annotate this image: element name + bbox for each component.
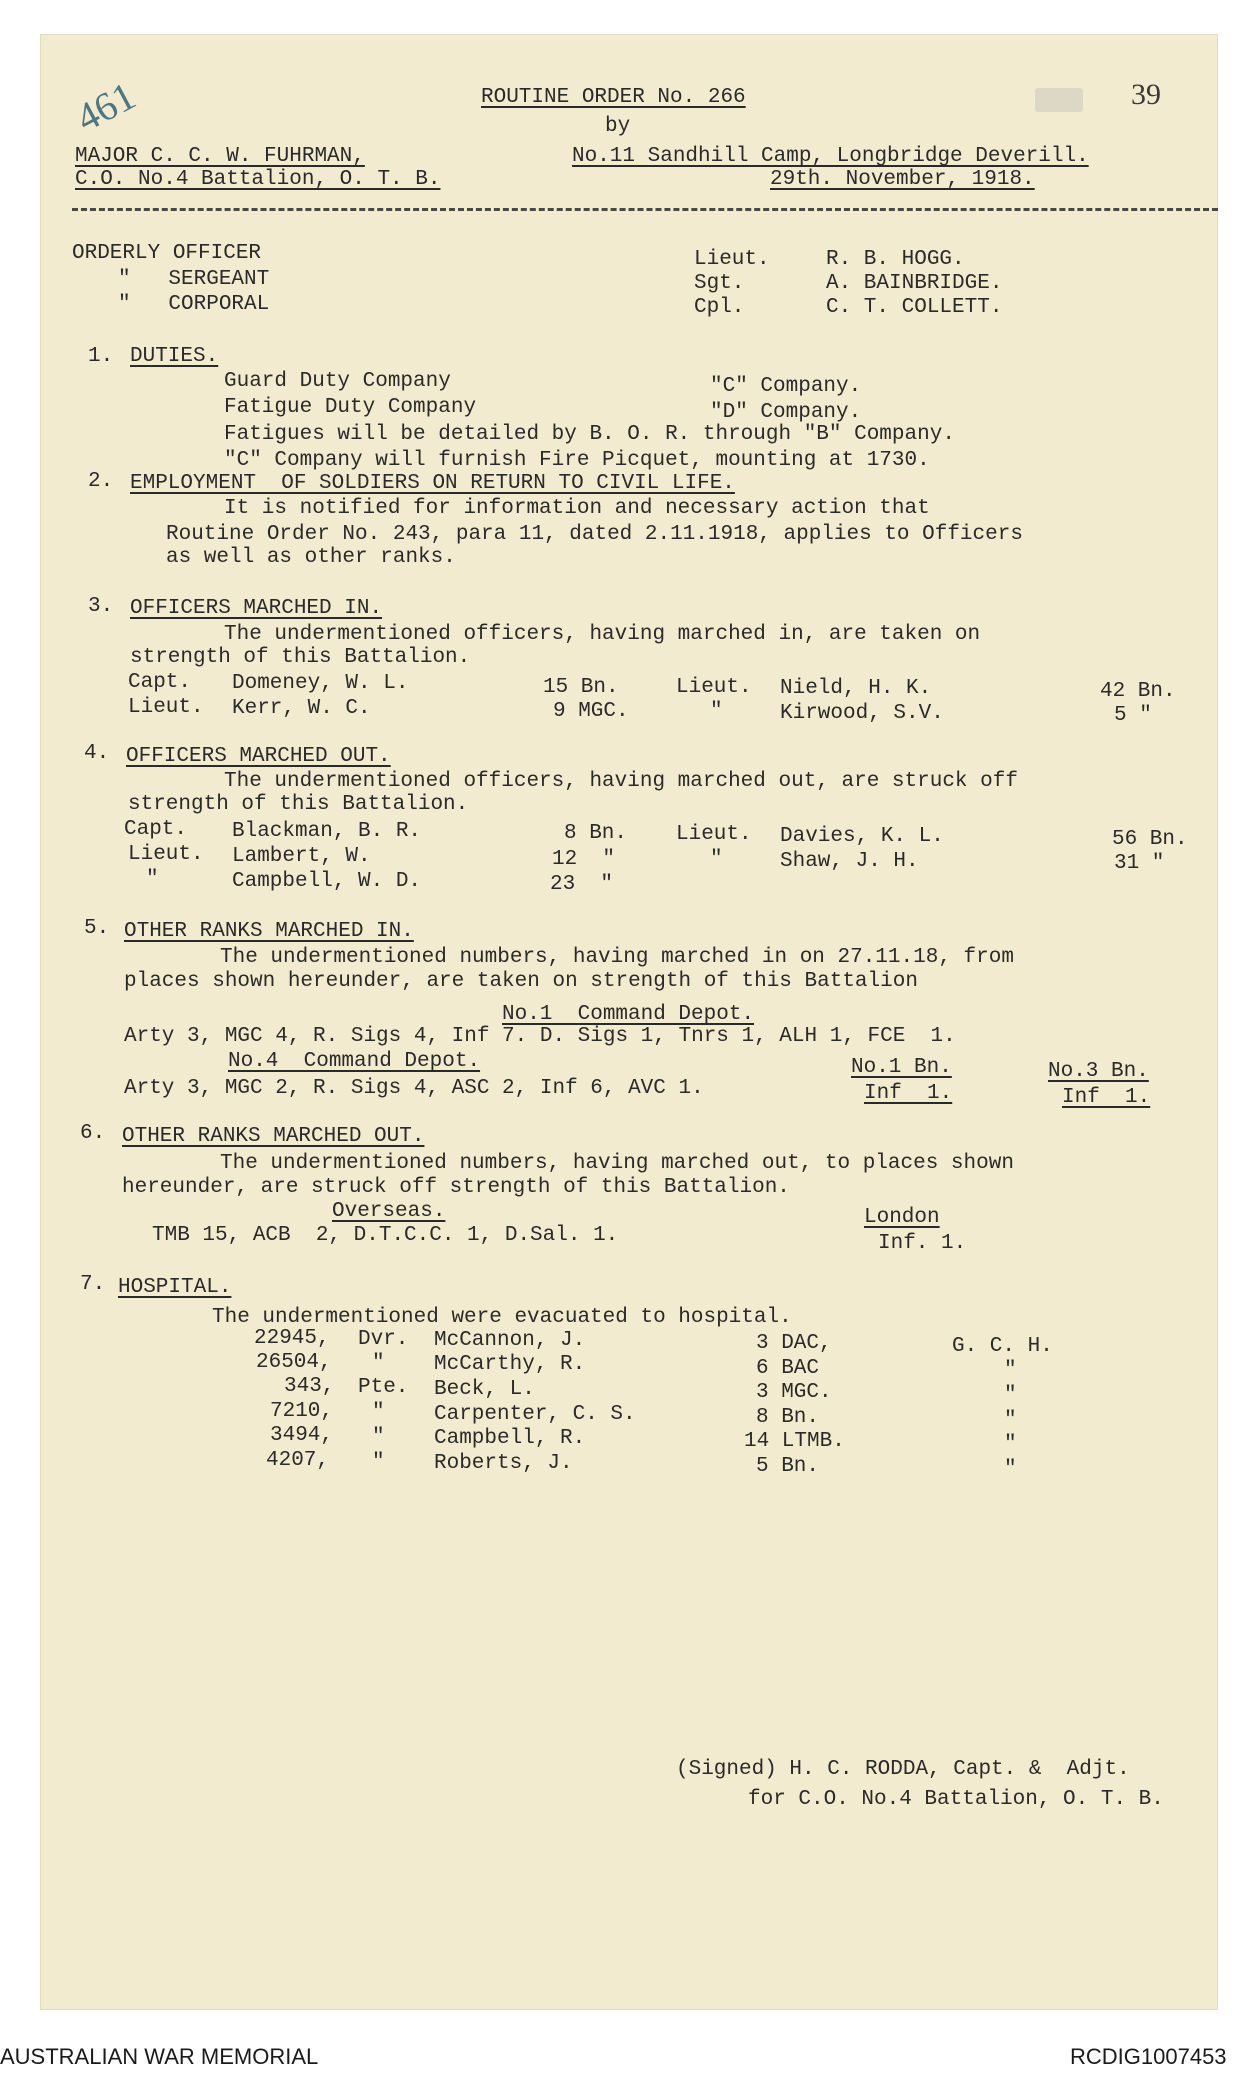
- officer-rank: Lieut.: [128, 843, 204, 866]
- officer-name: Kerr, W. C.: [232, 697, 371, 720]
- order-date: 29th. November, 1918.: [770, 168, 1035, 191]
- soldier-number: 22945,: [254, 1327, 330, 1350]
- section-heading-duties: DUTIES.: [130, 345, 219, 368]
- section-number: 4.: [84, 742, 110, 765]
- fatigue-duty-value: "D" Company.: [710, 401, 862, 424]
- soldier-hospital: ": [1004, 1433, 1017, 1456]
- soldier-unit: 14 LTMB.: [744, 1430, 845, 1453]
- overseas-heading: Overseas.: [332, 1200, 446, 1223]
- issuer-unit: C.O. No.4 Battalion, O. T. B.: [75, 168, 441, 191]
- soldier-hospital: ": [1004, 1409, 1017, 1432]
- officer-rank: Capt.: [128, 671, 192, 694]
- orderly-role: " CORPORAL: [118, 293, 270, 316]
- ranks-in-line: places shown hereunder, are taken on strength of this Battalion: [124, 970, 918, 993]
- soldier-rank: ": [372, 1401, 385, 1424]
- orderly-name: R. B. HOGG.: [826, 248, 965, 271]
- employment-line: as well as other ranks.: [166, 546, 456, 569]
- orderly-role: ORDERLY OFFICER: [72, 242, 262, 265]
- ranks-in-line: The undermentioned numbers, having marched in on 27.11.18, from: [220, 946, 1014, 969]
- officer-name: Campbell, W. D.: [232, 870, 422, 893]
- orderly-rank: Lieut.: [694, 248, 770, 271]
- section-number: 6.: [80, 1122, 106, 1145]
- soldier-unit: 5 Bn.: [756, 1455, 820, 1478]
- ranks-in-line: Arty 3, MGC 2, R. Sigs 4, ASC 2, Inf 6, AVC 1.: [124, 1077, 704, 1100]
- fatigue-duty-label: Fatigue Duty Company: [224, 396, 477, 419]
- officer-name: Domeney, W. L.: [232, 672, 409, 695]
- orderly-rank: Sgt.: [694, 272, 745, 295]
- soldier-rank: Pte.: [358, 1376, 409, 1399]
- section-heading-hospital: HOSPITAL.: [118, 1276, 232, 1299]
- soldier-number: 26504,: [256, 1351, 332, 1374]
- stamp-number: 461: [68, 72, 143, 141]
- soldier-unit: 3 DAC,: [756, 1332, 832, 1355]
- page-number: 39: [1131, 78, 1161, 111]
- soldier-rank: Dvr.: [358, 1328, 409, 1351]
- officers-in-line: strength of this Battalion.: [130, 646, 471, 669]
- fire-picquet-line: "C" Company will furnish Fire Picquet, mounting at 1730.: [224, 449, 930, 472]
- orderly-rank: Cpl.: [694, 296, 745, 319]
- officer-name: Kirwood, S.V.: [780, 702, 944, 725]
- soldier-name: McCannon, J.: [434, 1329, 586, 1352]
- fatigues-line: Fatigues will be detailed by B. O. R. through "B" Company.: [224, 423, 955, 446]
- officer-unit: 8 Bn.: [564, 822, 628, 845]
- bn-value: Inf 1.: [864, 1082, 953, 1105]
- section-number: 1.: [88, 345, 114, 368]
- officer-rank: Lieut.: [128, 696, 204, 719]
- soldier-unit: 8 Bn.: [756, 1406, 820, 1429]
- soldier-name: Beck, L.: [434, 1378, 535, 1401]
- soldier-name: Carpenter, C. S.: [434, 1403, 636, 1426]
- soldier-rank: ": [372, 1426, 385, 1449]
- officer-name: Shaw, J. H.: [780, 850, 919, 873]
- officers-in-line: The undermentioned officers, having marched in, are taken on: [224, 623, 981, 646]
- orderly-role: " SERGEANT: [118, 268, 270, 291]
- guard-duty-value: "C" Company.: [710, 375, 862, 398]
- soldier-hospital: ": [1004, 1458, 1017, 1481]
- officer-rank: Capt.: [124, 818, 188, 841]
- soldier-unit: 6 BAC: [756, 1357, 820, 1380]
- officer-unit: 12 ": [552, 848, 616, 871]
- hospital-intro: The undermentioned were evacuated to hospital.: [212, 1306, 792, 1329]
- soldier-number: 7210,: [270, 1400, 334, 1423]
- officer-name: Blackman, B. R.: [232, 820, 422, 843]
- officer-rank: ": [146, 868, 159, 891]
- orderly-name: A. BAINBRIDGE.: [826, 272, 1003, 295]
- bn-value: Inf 1.: [1062, 1086, 1151, 1109]
- section-heading-ranks-in: OTHER RANKS MARCHED IN.: [124, 920, 414, 943]
- officer-unit: 31 ": [1114, 852, 1165, 875]
- soldier-hospital: G. C. H.: [952, 1335, 1053, 1358]
- employment-line: It is notified for information and necessary action that: [224, 497, 930, 520]
- officer-unit: 9 MGC.: [553, 700, 629, 723]
- ranks-out-line: hereunder, are struck off strength of this Battalion.: [122, 1176, 790, 1199]
- guard-duty-label: Guard Duty Company: [224, 370, 451, 393]
- soldier-number: 3494,: [270, 1424, 334, 1447]
- officer-rank: ": [710, 700, 723, 723]
- soldier-hospital: ": [1004, 1359, 1017, 1382]
- officer-rank: ": [710, 848, 723, 871]
- soldier-hospital: ": [1004, 1384, 1017, 1407]
- section-number: 7.: [80, 1273, 106, 1296]
- london-heading: London: [864, 1206, 940, 1229]
- signature-line: for C.O. No.4 Battalion, O. T. B.: [748, 1788, 1164, 1811]
- soldier-number: 4207,: [266, 1449, 330, 1472]
- officer-unit: 42 Bn.: [1100, 680, 1176, 703]
- bn-heading: No.3 Bn.: [1048, 1060, 1149, 1083]
- officer-name: Nield, H. K.: [780, 677, 932, 700]
- ranks-out-line: The undermentioned numbers, having marched out, to places shown: [220, 1152, 1014, 1175]
- soldier-rank: ": [372, 1451, 385, 1474]
- employment-line: Routine Order No. 243, para 11, dated 2.11.1918, applies to Officers: [166, 523, 1023, 546]
- section-heading-officers-out: OFFICERS MARCHED OUT.: [126, 745, 391, 768]
- officer-rank: Lieut.: [676, 676, 752, 699]
- ranks-in-line: Arty 3, MGC 4, R. Sigs 4, Inf 7. D. Sigs 1, Tnrs 1, ALH 1, FCE 1.: [124, 1025, 956, 1048]
- section-number: 3.: [88, 595, 114, 618]
- soldier-name: Roberts, J.: [434, 1452, 573, 1475]
- soldier-name: Campbell, R.: [434, 1427, 586, 1450]
- officer-unit: 56 Bn.: [1112, 828, 1188, 851]
- stamp-smudge: [1035, 88, 1083, 112]
- order-title: ROUTINE ORDER No. 266: [481, 86, 746, 109]
- camp-location: No.11 Sandhill Camp, Longbridge Deverill.: [572, 145, 1089, 168]
- section-heading-officers-in: OFFICERS MARCHED IN.: [130, 597, 383, 620]
- section-number: 5.: [84, 917, 110, 940]
- officer-unit: 5 ": [1114, 704, 1152, 727]
- orderly-name: C. T. COLLETT.: [826, 296, 1003, 319]
- depot-heading: No.1 Command Depot.: [502, 1003, 755, 1026]
- soldier-rank: ": [372, 1352, 385, 1375]
- footer-archive-name: AUSTRALIAN WAR MEMORIAL: [0, 2044, 319, 2069]
- officer-rank: Lieut.: [676, 823, 752, 846]
- signature-line: (Signed) H. C. RODDA, Capt. & Adjt.: [676, 1758, 1130, 1781]
- header-divider: [72, 208, 1218, 211]
- section-number: 2.: [88, 470, 114, 493]
- order-by: by: [605, 115, 631, 138]
- officer-name: Davies, K. L.: [780, 825, 944, 848]
- footer-record-id: RCDIG1007453: [1070, 2044, 1227, 2069]
- officer-unit: 15 Bn.: [543, 676, 619, 699]
- soldier-unit: 3 MGC.: [756, 1381, 832, 1404]
- depot-heading: No.4 Command Depot.: [228, 1050, 481, 1073]
- officer-name: Lambert, W.: [232, 845, 371, 868]
- issuer-name: MAJOR C. C. W. FUHRMAN,: [75, 145, 365, 168]
- ranks-out-line: TMB 15, ACB 2, D.T.C.C. 1, D.Sal. 1.: [152, 1224, 619, 1247]
- soldier-number: 343,: [284, 1375, 335, 1398]
- section-heading-ranks-out: OTHER RANKS MARCHED OUT.: [122, 1125, 425, 1148]
- soldier-name: McCarthy, R.: [434, 1353, 586, 1376]
- section-heading-employment: EMPLOYMENT OF SOLDIERS ON RETURN TO CIVIL LIFE.: [130, 472, 735, 495]
- officer-unit: 23 ": [550, 873, 614, 896]
- bn-heading: No.1 Bn.: [851, 1056, 952, 1079]
- london-value: Inf. 1.: [878, 1232, 967, 1255]
- officers-out-line: The undermentioned officers, having marched out, are struck off: [224, 770, 1018, 793]
- officers-out-line: strength of this Battalion.: [128, 793, 469, 816]
